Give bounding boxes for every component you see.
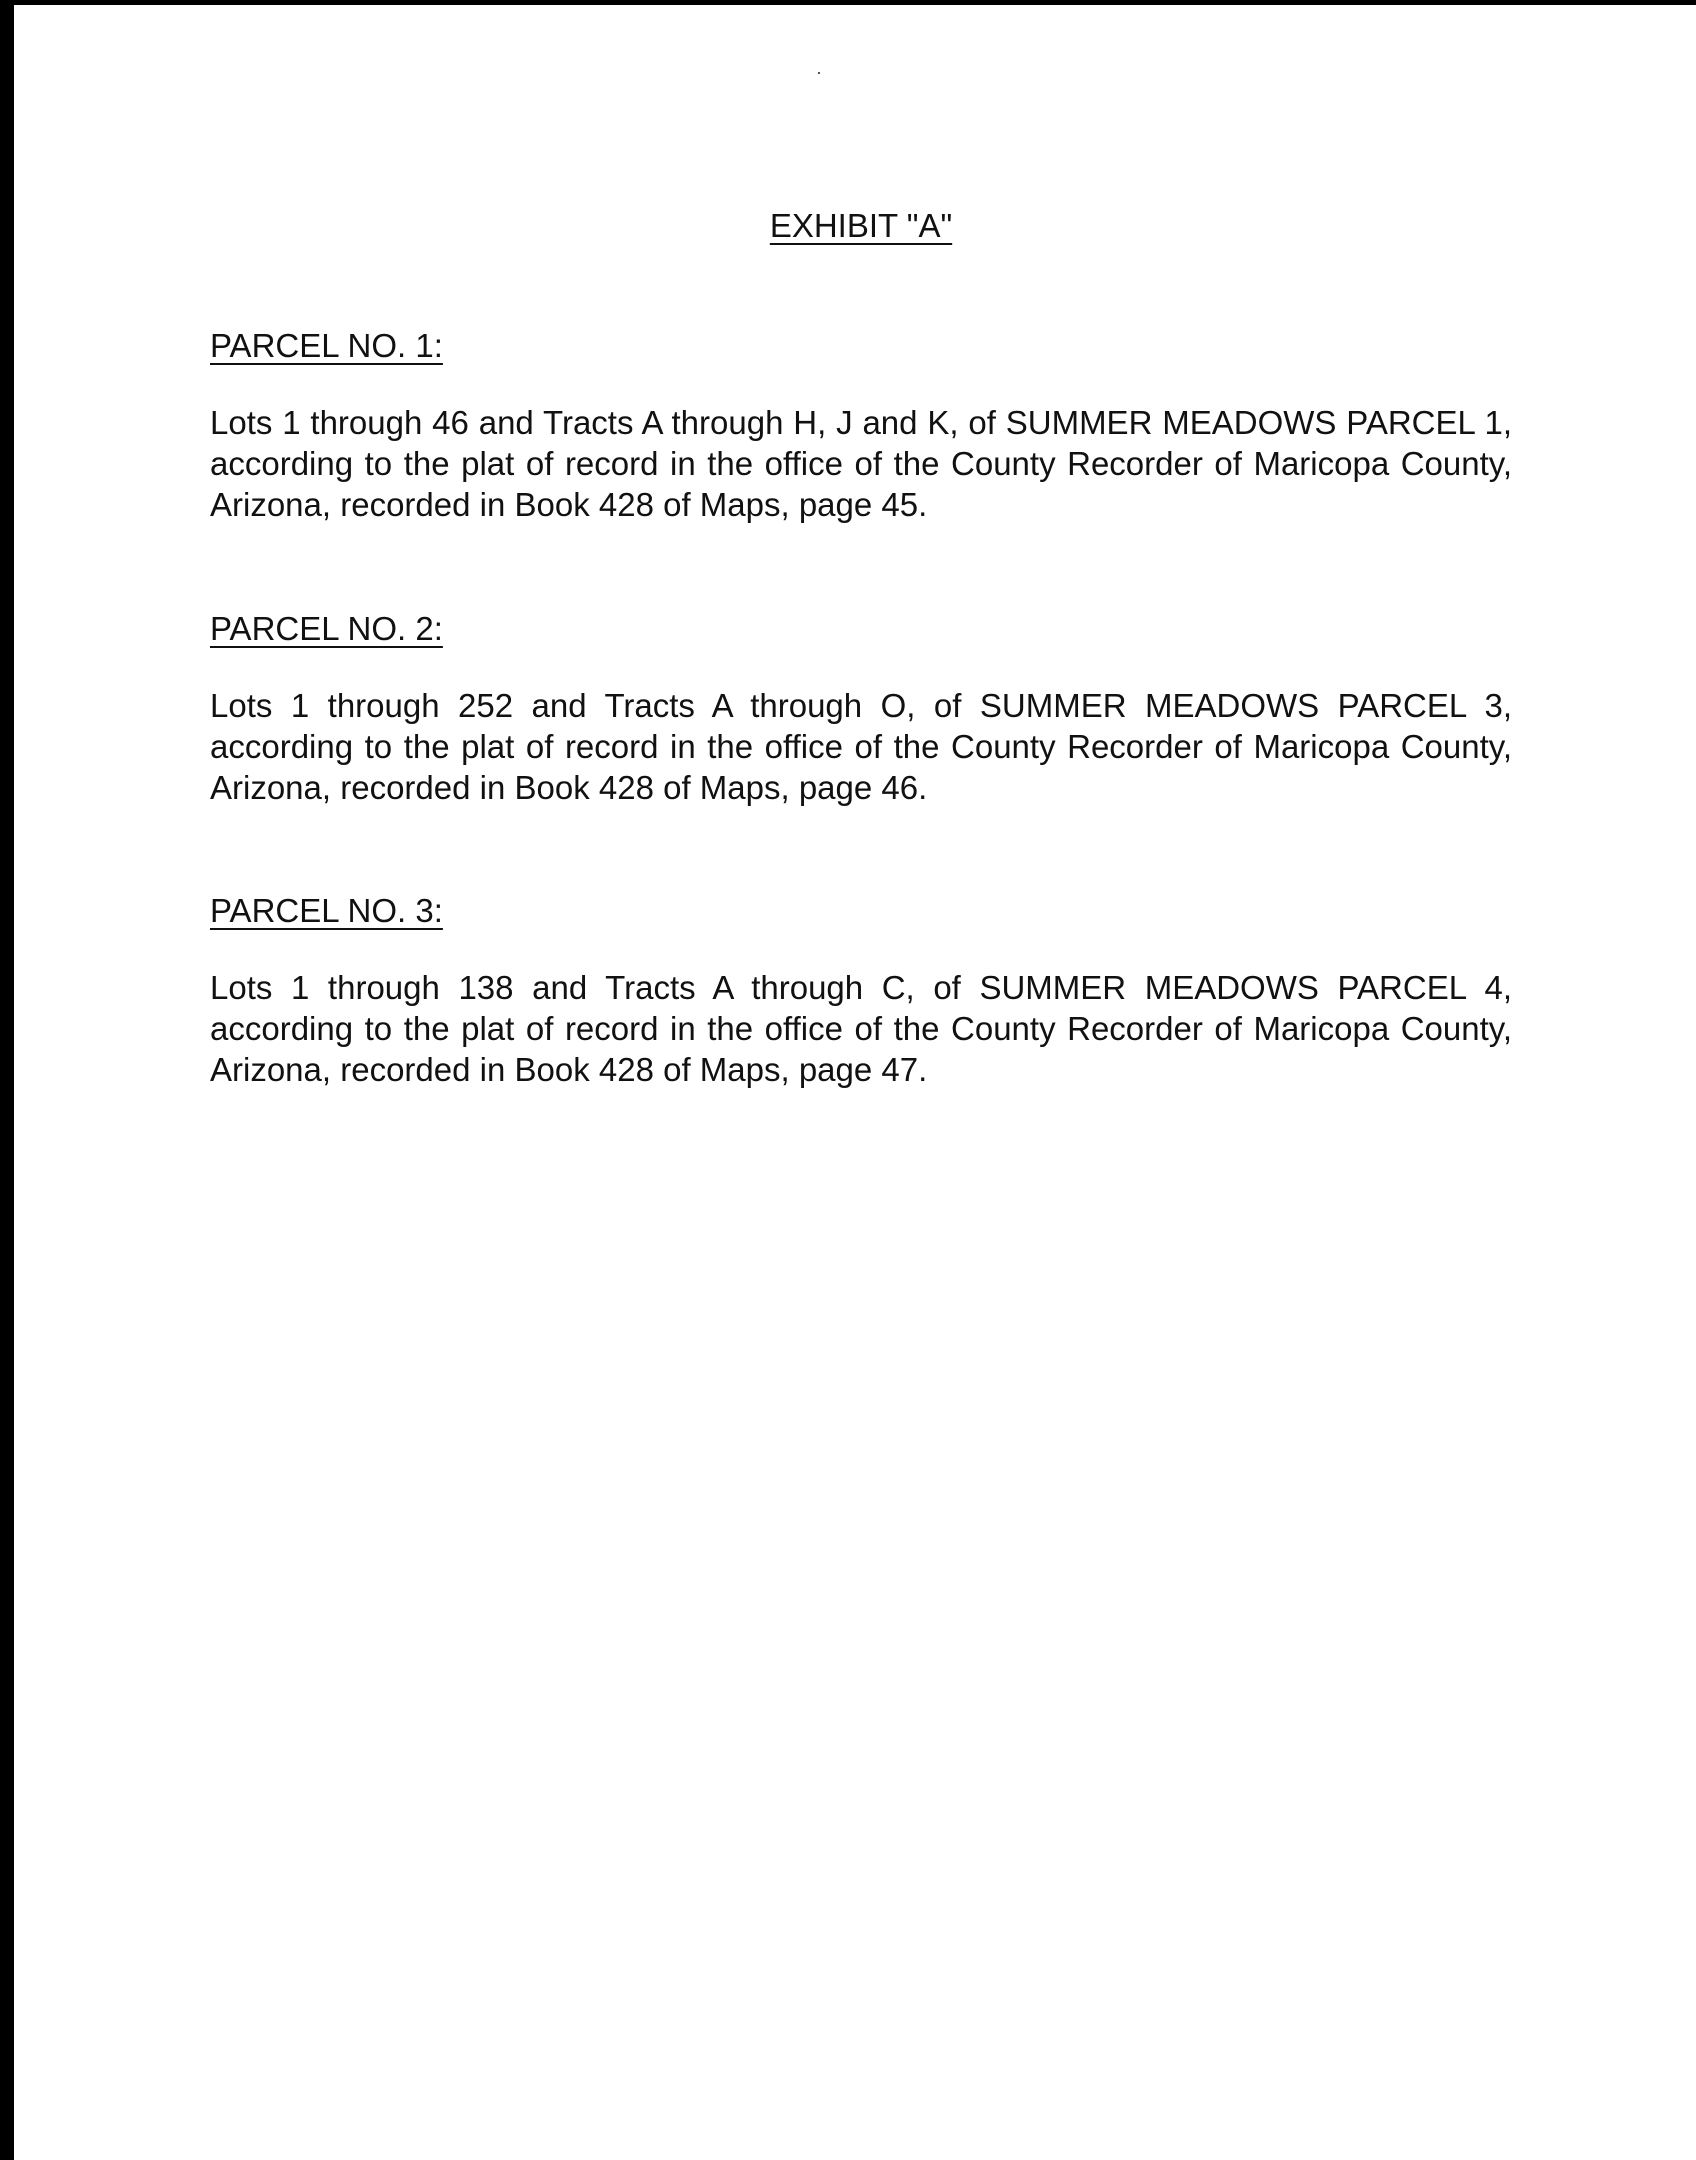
parcel-description-1: Lots 1 through 46 and Tracts A through H, J and K, of SUMMER MEADOWS PARCEL 1, according to the plat of record in the office of the County Recorder of Maricopa County, Arizona, recorded in Book 428 of Maps, page 45. bbox=[210, 404, 1512, 523]
exhibit-title bbox=[210, 204, 1512, 248]
parcel-section-2 bbox=[210, 607, 1512, 808]
scan-speck bbox=[818, 72, 820, 74]
parcel-description-3: Lots 1 through 138 and Tracts A through C, of SUMMER MEADOWS PARCEL 4, according to the plat of record in the office of the County Recorder of Maricopa County, Arizona, recorded in Book 428 of Maps, page 47. bbox=[210, 969, 1512, 1088]
parcel-section-3 bbox=[210, 889, 1512, 1090]
parcel-section-1 bbox=[210, 324, 1512, 525]
parcel-description-2: Lots 1 through 252 and Tracts A through O, of SUMMER MEADOWS PARCEL 3, according to the plat of record in the office of the County Recorder of Maricopa County, Arizona, recorded in Book 428 of Maps, page 46. bbox=[210, 687, 1512, 806]
parcel-heading-1 bbox=[210, 324, 1512, 368]
exhibit-title-text: EXHIBIT "A" bbox=[769, 207, 953, 244]
parcel-heading-2-text: PARCEL NO. 2: bbox=[210, 610, 443, 647]
parcel-heading-3-text: PARCEL NO. 3: bbox=[210, 892, 443, 929]
parcel-heading-1-text: PARCEL NO. 1: bbox=[210, 327, 443, 364]
scan-edge-top bbox=[0, 0, 1696, 5]
parcel-heading-3 bbox=[210, 889, 1512, 933]
parcel-heading-2 bbox=[210, 607, 1512, 651]
scan-edge-left bbox=[0, 0, 14, 2160]
